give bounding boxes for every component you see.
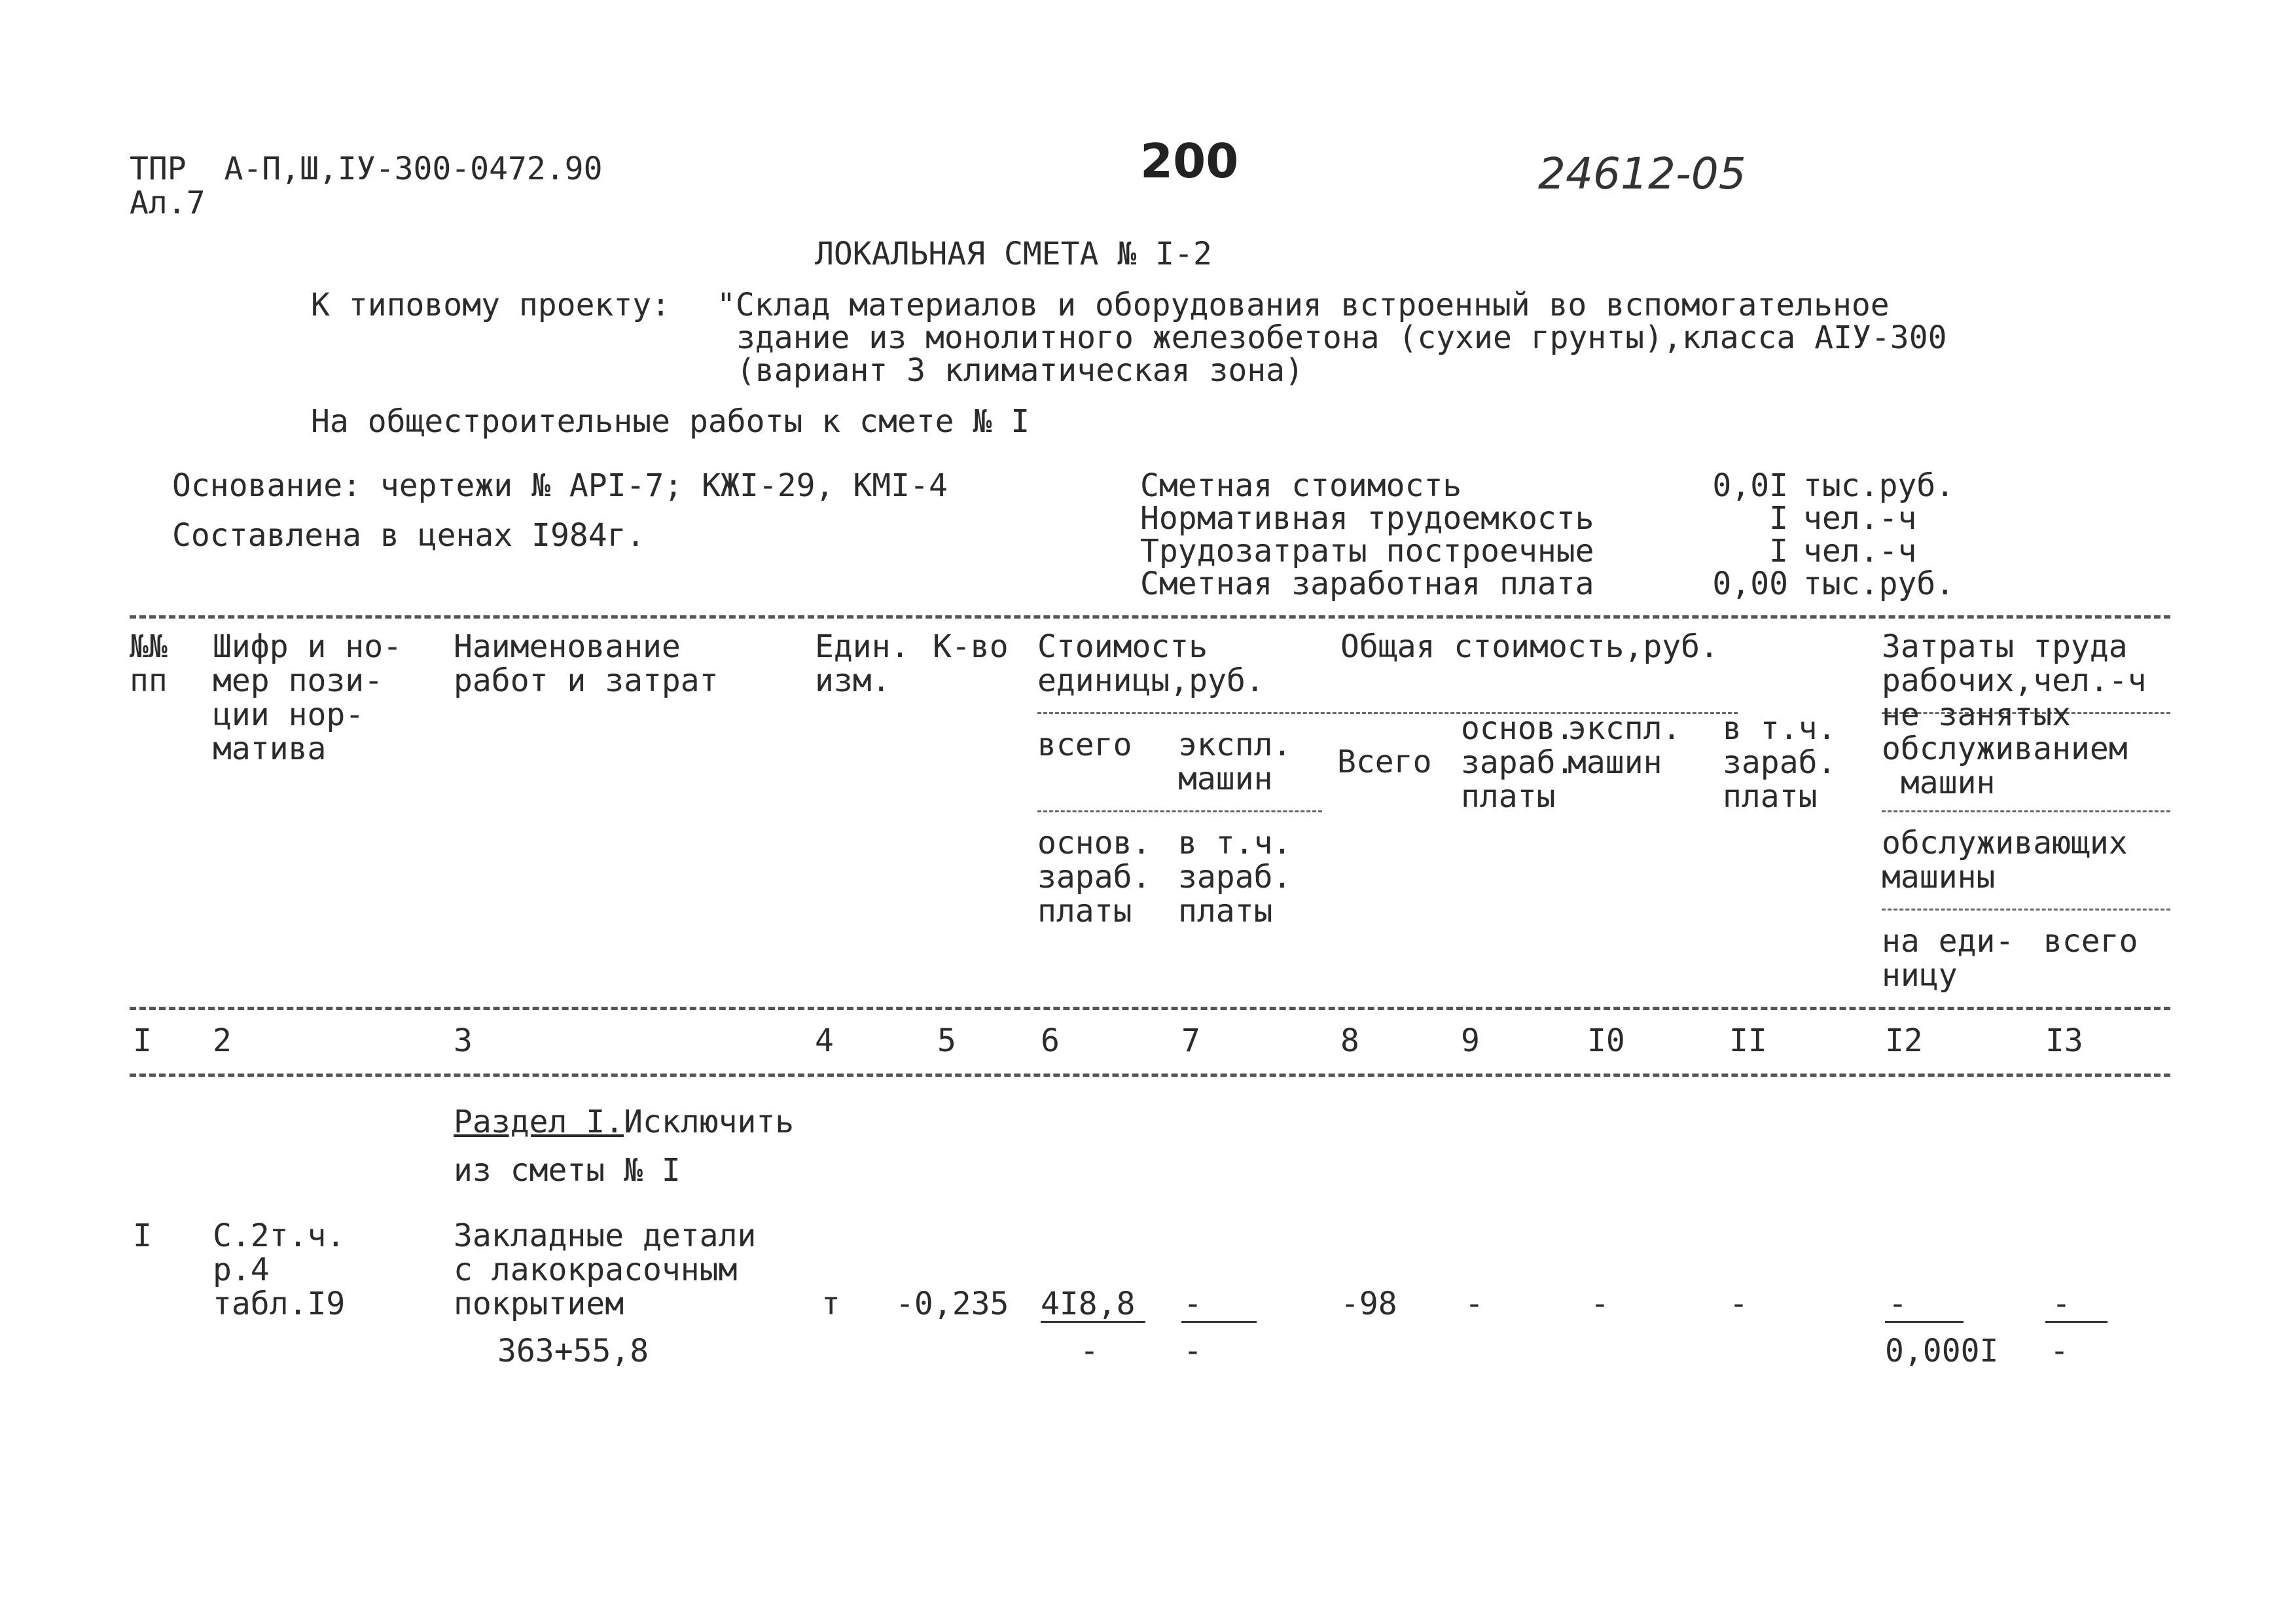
- column-number: 5: [937, 1022, 956, 1059]
- col-header-unit-machines: экспл. машин: [1178, 727, 1292, 797]
- row-unit-wage: -: [1080, 1333, 1099, 1369]
- summary-value-wage: 0,00: [1712, 566, 1788, 602]
- row-unit-total: 4I8,8: [1041, 1286, 1136, 1322]
- doc-code: ТПР А-П,Ш,IУ-300-0472.90: [130, 151, 603, 187]
- column-number: 8: [1340, 1022, 1359, 1059]
- page-number: 200: [1140, 134, 1239, 189]
- row-labor-unit-top: -: [1888, 1286, 1907, 1322]
- header-subrule-labor-mid: [1882, 810, 2170, 812]
- summary-label-labor: Трудозатраты построечные: [1140, 533, 1594, 569]
- row-labor-total-underline: [2045, 1321, 2108, 1323]
- row-unit: т: [821, 1286, 840, 1322]
- section-subtitle: из сметы № I: [454, 1152, 681, 1189]
- row-labor-unit: 0,000I: [1885, 1333, 1999, 1369]
- summary-unit-cost: тыс.руб.: [1803, 467, 1955, 504]
- basis-prices: Составлена в ценах I984г.: [172, 517, 645, 554]
- row-labor-unit-underline: [1885, 1321, 1964, 1323]
- row-total: -98: [1340, 1286, 1397, 1322]
- table-top-rule: [130, 615, 2170, 619]
- column-number: 3: [454, 1022, 473, 1059]
- album-number: Ал.7: [130, 185, 206, 221]
- column-number: I0: [1587, 1022, 1625, 1059]
- row-total-machines: -: [1590, 1286, 1609, 1322]
- row-number: I: [133, 1218, 152, 1254]
- summary-label-cost: Сметная стоимость: [1140, 467, 1462, 504]
- column-number: II: [1729, 1022, 1767, 1059]
- row-name: Закладные детали с лакокрасочным покрытием: [454, 1218, 757, 1322]
- summary-label-norm-labor: Нормативная трудоемкость: [1140, 500, 1594, 537]
- estimate-title: ЛОКАЛЬНАЯ СМЕТА № I-2: [815, 236, 1212, 272]
- header-subrule-labor-bot: [1882, 909, 2170, 911]
- col-header-num: №№ пп: [130, 628, 168, 699]
- column-number: 9: [1461, 1022, 1480, 1059]
- summary-value-cost: 0,0I: [1712, 467, 1788, 504]
- row-unit-total-underline: [1041, 1321, 1145, 1323]
- col-header-unit-mach-wage: в т.ч. зараб. платы: [1178, 825, 1292, 929]
- basis-drawings: Основание: чертежи № АРI-7; КЖI-29, КМI-4: [172, 467, 948, 504]
- row-unit-machines: -: [1183, 1286, 1202, 1322]
- row-labor-total: -: [2050, 1333, 2069, 1369]
- works-title: На общестроительные работы к смете № I: [311, 403, 1030, 440]
- column-number: 2: [213, 1022, 232, 1059]
- row-unit-machines-underline: [1181, 1321, 1257, 1323]
- header-bottom-rule: [130, 1007, 2170, 1010]
- col-header-name: Наименование работ и затрат: [454, 628, 719, 699]
- col-header-unit-total: всего: [1037, 727, 1132, 763]
- numbers-bottom-rule: [130, 1074, 2170, 1077]
- project-line-2: здание из монолитного железобетона (сухие грунты),класса АIУ-300: [736, 319, 1947, 356]
- row-unit-mach-wage: -: [1183, 1333, 1202, 1369]
- col-header-unit-wage: основ. зараб. платы: [1037, 825, 1151, 929]
- col-header-qty: К-во: [933, 628, 1009, 665]
- summary-label-wage: Сметная заработная плата: [1140, 566, 1594, 602]
- col-header-code: Шифр и но- мер пози- ции нор- матива: [213, 628, 402, 767]
- col-header-labor-machines: обслуживающих машины: [1882, 825, 2128, 895]
- column-number: I3: [2045, 1022, 2083, 1059]
- col-header-labor-total: всего: [2043, 923, 2138, 960]
- project-line-3: (вариант 3 климатическая зона): [736, 352, 1304, 389]
- header-subrule-unit: [1037, 810, 1322, 812]
- summary-value-labor: I: [1769, 533, 1788, 569]
- column-number: 7: [1181, 1022, 1200, 1059]
- col-header-unit-cost: Стоимость единицы,руб.: [1037, 628, 1265, 699]
- col-header-unit: Един. изм.: [815, 628, 910, 699]
- col-header-total-machines: экспл. машин: [1568, 710, 1681, 781]
- section-title-underlined: Раздел I.: [454, 1104, 624, 1140]
- column-number: I: [133, 1022, 152, 1059]
- project-label: К типовому проекту:: [311, 287, 671, 323]
- section-title: [454, 1105, 794, 1139]
- summary-unit-norm-labor: чел.-ч: [1803, 500, 1917, 537]
- row-total-wage: -: [1465, 1286, 1484, 1322]
- row-labor-total-top: -: [2052, 1286, 2071, 1322]
- col-header-total: Всего: [1337, 744, 1432, 780]
- handwritten-number: 24612-05: [1538, 149, 1746, 199]
- col-header-labor: Затраты труда рабочих,чел.-ч не занятых обслуживанием машин: [1882, 628, 2147, 801]
- row-total-mach-wage: -: [1729, 1286, 1748, 1322]
- row-quantity: -0,235: [895, 1286, 1009, 1322]
- summary-unit-wage: тыс.руб.: [1803, 566, 1955, 602]
- col-header-total-cost: Общая стоимость,руб.: [1340, 628, 1719, 665]
- row-calculation: 363+55,8: [497, 1333, 649, 1369]
- column-number: I2: [1885, 1022, 1923, 1059]
- column-number: 6: [1041, 1022, 1060, 1059]
- summary-unit-labor: чел.-ч: [1803, 533, 1917, 569]
- section-title-rest: Исключить: [624, 1104, 795, 1140]
- col-header-total-mach-wage: в т.ч. зараб. платы: [1723, 710, 1837, 815]
- project-line-1: "Склад материалов и оборудования встроенный во вспомогательное: [717, 287, 1890, 323]
- summary-value-norm-labor: I: [1769, 500, 1788, 537]
- column-number: 4: [815, 1022, 834, 1059]
- col-header-labor-unit: на еди- ницу: [1882, 923, 2015, 994]
- col-header-total-wage: основ. зараб. платы: [1461, 710, 1575, 815]
- row-code: С.2т.ч. р.4 табл.I9: [213, 1218, 346, 1322]
